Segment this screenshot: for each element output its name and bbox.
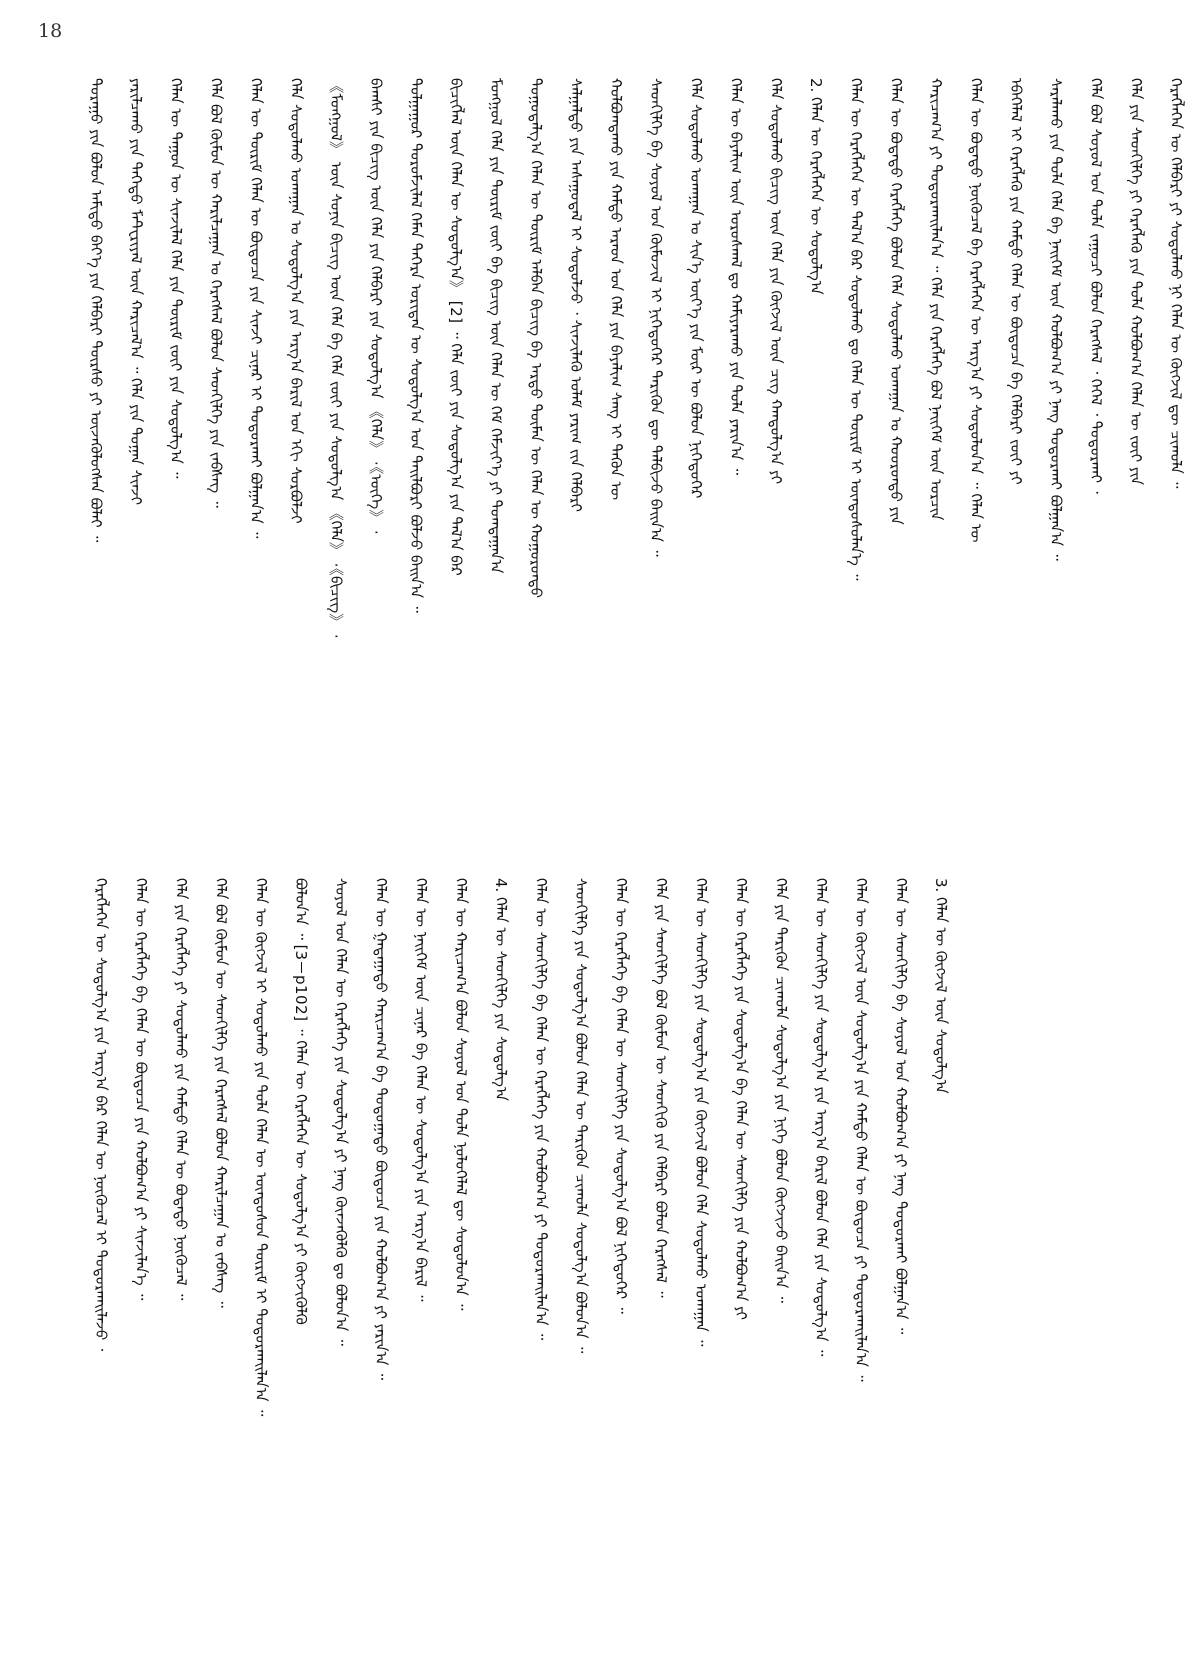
text-column: ᠬᠡᠯᠡᠨ ᠦ ᠬᠡᠷᠡᠭᠯᠡᠭᠡᠨ ᠦ ᠲᠠᠯ᠎ᠠ ᠪᠠᠷ ᠰᠤᠳᠤᠯᠬᠤ ᠳᠤ ᠬᠡᠯᠡᠨ ᠦ ᠳᠦᠷᠢᠮ ᠢ ᠦᠨᠳᠦᠰᠦᠯᠡᠨ᠎ᠡ ᠃ <box>847 78 865 581</box>
text-column: ᠪᠠᠭᠰᠢ ᠶᠢᠨ ᠪᠢᠴᠢᠭ ᠦᠨ ᠬᠡᠯᠡ ᠶᠢᠨ ᠬᠡᠯᠪᠡᠷᠢ ᠶᠢᠨ ᠰᠤᠳᠤᠯᠭ᠎ᠠ 《ᠬᠡᠯᠡ》 ·《ᠦᠭᠡ》 · <box>367 78 385 536</box>
text-column: ᠬᠡᠯᠡᠨ ᠦ ᠨᠡᠢᠭᠡᠮ ᠦᠨ ᠴᠢᠨᠠᠷ ᠪᠠ ᠬᠡᠯᠡᠨ ᠦ ᠰᠤᠳᠤᠯᠭ᠎ᠠ ᠶᠢᠨ ᠠᠷᠭ᠎ᠠ ᠪᠠᠷᠢᠯ ᠃ <box>412 878 430 1302</box>
text-column: ᠳᠤᠭᠤᠳᠠᠯᠭ᠎ᠠ ᠬᠡᠯᠡᠨ ᠦ ᠳᠦᠷᠢᠮ ᠠᠯᠪᠠᠨ ᠪᠢᠴᠢᠭ ᠪᠠ ᠠᠷᠳᠤ ᠲᠦᠮᠡᠨ ᠦ ᠬᠡᠯᠡᠨ ᠦ ᠬᠣᠭᠣᠷᠤᠨᠳᠤ <box>527 78 545 599</box>
text-column: ᠰᠡᠳᠬᠢᠯᠭᠡ ᠶᠢᠨ ᠰᠤᠳᠤᠯᠭ᠎ᠠ ᠪᠣᠯᠤᠨ ᠬᠡᠯᠡᠨ ᠦ ᠲᠡᠷᠢᠭᠦᠨ ᠴᠢᠬᠤᠯᠠ ᠰᠤᠳᠤᠯᠭ᠎ᠠ ᠪᠣᠯᠤᠨ᠎ᠠ ᠃ <box>572 878 590 1354</box>
bottom-text-block <box>85 878 965 1638</box>
text-column: ᠬᠡᠯᠡᠨ ᠦ ᠭᠠᠳᠠᠭᠠᠳᠤ ᠬᠠᠷᠢᠴᠠᠭ᠎ᠠ ᠪᠠ ᠳᠣᠲᠣᠭᠠᠳᠤ ᠪᠦᠲᠦᠴᠡ ᠶᠢᠨ ᠬᠣᠯᠪᠣᠭ᠎ᠠ ᠶᠢ ᠶᠠᠷᠢᠨ᠎ᠠ ᠃ <box>372 878 390 1381</box>
text-column: ᠰᠠᠷᠠᠯᠠᠬᠤ ᠶᠢᠨ ᠲᠤᠯᠠ ᠬᠡᠯᠡ ᠪᠠ ᠨᠡᠢᠭᠡᠮ ᠦᠨ ᠬᠣᠯᠪᠣᠭ᠎ᠠ ᠶᠢ ᠨᠡᠩ ᠲᠣᠳᠤᠷᠬᠠᠢ ᠪᠣᠯᠭᠠᠨ᠎ᠠ ᠃ <box>1047 78 1065 561</box>
text-column: ᠰᠠᠯᠭᠠᠯᠳᠤ ᠶᠢᠨ ᠠᠰᠠᠭᠤᠳᠠᠯ ᠢ ᠰᠤᠳᠤᠯᠵᠤ ᠂ ᠰᠢᠨᠵᠢᠯᠡᠬᠦ ᠤᠯᠠᠮ ᠶᠠᠷᠢᠭ ᠵᠢᠨ ᠬᠡᠯᠪᠡᠷᠢ <box>567 78 585 512</box>
text-column: ᠬᠡᠯᠡ ᠶᠢᠨ ᠰᠡᠳᠬᠢᠯᠭᠡ ᠪᠣᠯ ᠬᠦᠮᠦᠨ ᠦ ᠰᠡᠳᠬᠢᠬᠦ ᠶᠢᠨ ᠬᠡᠯᠪᠡᠷᠢ ᠪᠣᠯᠤᠨ ᠬᠡᠷᠡᠭᠰᠡᠯ ᠃ <box>652 878 670 1298</box>
text-column: ᠬᠡᠯᠡᠨ ᠦ ᠬᠡᠷᠡᠭᠯᠡᠭᠡ ᠶᠢᠨ ᠰᠤᠳᠤᠯᠭ᠎ᠠ ᠪᠠ ᠬᠡᠯᠡᠨ ᠦ ᠰᠡᠳᠬᠢᠯᠭᠡ ᠶᠢᠨ ᠬᠣᠯᠪᠣᠭ᠎ᠠ ᠶᠢ <box>732 878 750 1320</box>
text-column: ᠬᠡᠯᠡ ᠰᠤᠳᠤᠯᠬᠤ ᠪᠢᠴᠢᠭ ᠦᠨ ᠬᠡᠯᠡ ᠶᠢᠨ ᠬᠥᠭᠵᠢᠯ ᠦᠨ ᠴᠢᠭ ᠬᠠᠨᠳᠤᠯᠭ᠎ᠠ ᠶᠢ <box>767 78 785 484</box>
text-column: 4. ᠬᠡᠯᠡᠨ ᠦ ᠰᠡᠳᠬᠢᠯᠭᠡ ᠶᠢᠨ ᠰᠤᠳᠤᠯᠭ᠎ᠠ <box>492 878 510 1101</box>
text-column: ᠬᠡᠯᠡ ᠶᠢᠨ ᠰᠡᠳᠬᠢᠯᠭᠡ ᠶᠢ ᠬᠡᠷᠡᠭᠯᠡᠬᠦ ᠶᠢᠨ ᠲᠤᠯᠠ ᠬᠣᠯᠪᠣᠭ᠎ᠠ ᠬᠡᠯᠡᠨ ᠦ ᠵᠦᠢ ᠶᠢᠨ <box>1127 78 1145 486</box>
text-column: ᠬᠡᠯᠡ ᠪᠣᠯ ᠬᠦᠮᠦᠨ ᠦ ᠰᠡᠳᠬᠢᠯᠭᠡ ᠶᠢᠨ ᠬᠡᠷᠡᠭᠰᠡᠯ ᠪᠣᠯᠤᠨ ᠬᠠᠷᠢᠯᠴᠠᠭᠠᠨ ᠤ ᠵᠡᠪᠰᠡᠭ ᠃ <box>212 878 230 1308</box>
text-column: ᠬᠡᠯᠡᠨ ᠦ ᠬᠡᠷᠡᠭᠯᠡᠭᠡ ᠪᠠ ᠬᠡᠯᠡᠨ ᠦ ᠰᠡᠳᠬᠢᠯᠭᠡ ᠶᠢᠨ ᠰᠤᠳᠤᠯᠭ᠎ᠠ ᠪᠣᠯ ᠨᠢᠭᠡᠳᠦᠭᠡᠷ ᠃ <box>612 878 630 1314</box>
text-column: ᠬᠡᠯᠡ ᠪᠣᠯ ᠰᠣᠶᠣᠯ ᠤᠨ ᠲᠤᠯᠠ ᠵᠠᠭᠤᠴᠢ ᠪᠣᠯᠤᠨ ᠬᠡᠷᠡᠭᠰᠡᠯ ᠂ ᠭᠡᠭᠡᠯ ᠂ ᠲᠣᠳᠤᠷᠬᠠᠢ ᠂ <box>1087 78 1105 494</box>
text-column: ᠪᠢᠴᠢᠭᠯᠡᠯ ᠦᠨ ᠬᠡᠯᠡᠨ ᠦ ᠰᠤᠳᠤᠯᠭ᠎ᠠ》 [2] ᠃ ᠬᠡᠯᠡ ᠵᠦᠢ ᠶᠢᠨ ᠰᠤᠳᠤᠯᠭ᠎ᠠ ᠶᠢᠨ ᠲᠠᠯ᠎ᠠ ᠪᠠᠷ <box>447 78 465 576</box>
text-column: ᠬᠡᠯᠡᠨ ᠦ ᠳᠠᠭᠤᠨ ᠦ ᠰᠢᠨᠵᠢᠯᠡᠯ ᠬᠡᠯᠡ ᠶᠢᠨ ᠳᠦᠷᠢᠮ ᠵᠦᠢ ᠶᠢᠨ ᠰᠤᠳᠤᠯᠭ᠎ᠠ ᠃ <box>167 78 185 479</box>
text-column: ᠬᠣᠯᠪᠣᠭᠳᠠᠬᠤ ᠶᠢᠨ ᠬᠠᠮᠲᠤ ᠠᠷᠠᠳ ᠤᠨ ᠬᠡᠯᠡ ᠶᠢᠨ ᠪᠠᠶᠠᠯᠢᠭ ᠰᠠᠩ ᠢ ᠲᠡᠭᠦᠨ ᠦ <box>607 78 625 501</box>
page-number: 18 <box>38 20 63 42</box>
text-column: ᠲᠤᠯᠭᠠᠭᠤᠷ ᠳᠣᠷᠤᠮᠵᠢᠯᠠᠯ ᠬᠡᠮᠡᠨ ᠳᠡᠭᠡᠷᠡ ᠤᠷᠢᠳᠠᠨ ᠦ ᠰᠤᠳᠤᠯᠭ᠎ᠠ ᠤᠨ ᠲᠠᠢᠯᠪᠤᠷᠢ ᠪᠣᠯᠵᠤ ᠪᠠᠢᠨ᠎ᠠ ᠃ <box>407 78 425 613</box>
text-column: ᠬᠡᠯᠡᠨ ᠦ ᠳᠦᠷᠢᠮ ᠬᠡᠯᠡᠨ ᠦ ᠪᠦᠲᠦᠴᠡ ᠶᠢᠨ ᠰᠢᠨᠵᠢ ᠴᠢᠨᠠᠷ ᠢ ᠲᠣᠳᠤᠷᠬᠠᠢ ᠪᠣᠯᠭᠠᠨ᠎ᠠ ᠃ <box>247 78 265 539</box>
text-column: ᠬᠡᠯᠡ ᠰᠤᠳᠤᠯᠬᠤ ᠤᠬᠠᠭᠠᠨ ᠤ ᠰᠢᠨ᠎ᠡ ᠦᠶ᠎ᠡ ᠶᠢᠨ ᠮᠥᠷ ᠦ ᠪᠣᠯᠤᠨ ᠨᠢᠭᠡᠳᠦᠭᠡᠷ <box>687 78 705 499</box>
text-column: ᠬᠡᠯᠡᠨ ᠦ ᠬᠡᠷᠡᠭᠯᠡᠭᠡ ᠪᠠ ᠬᠡᠯᠡᠨ ᠦ ᠪᠦᠲᠦᠴᠡ ᠶᠢᠨ ᠬᠣᠯᠪᠣᠭ᠎ᠠ ᠶᠢ ᠰᠢᠨᠵᠢᠯᠡᠨ᠎ᠡ ᠃ <box>132 878 150 1301</box>
text-column: ᠬᠠᠷᠢᠴᠠᠭ᠎ᠠ ᠶᠢ ᠲᠣᠳᠤᠷᠬᠠᠢᠯᠠᠨ᠎ᠠ ᠃ ᠬᠡᠯᠡ ᠶᠢᠨ ᠬᠡᠷᠡᠭᠯᠡᠭᠡ ᠪᠣᠯ ᠨᠡᠢᠭᠡᠮ ᠦᠨ ᠣᠷᠴᠢᠨ <box>927 78 945 521</box>
text-column: 2. ᠬᠡᠯᠡᠨ ᠦ ᠬᠡᠷᠡᠭᠯᠡᠭᠡᠨ ᠦ ᠰᠤᠳᠤᠯᠭ᠎ᠠ <box>807 78 825 295</box>
text-column: ᠬᠡᠯᠡᠨ ᠦ ᠪᠣᠳᠠᠲᠤ ᠨᠥᠬᠦᠴᠡᠯ ᠪᠠ ᠬᠡᠷᠡᠭᠯᠡᠭᠡᠨ ᠦ ᠠᠷᠭ᠎ᠠ ᠶᠢ ᠰᠤᠳᠤᠯᠤᠨ᠎ᠠ ᠃ ᠬᠡᠯᠡᠨ ᠦ <box>967 78 985 543</box>
text-column: ᠬᠡᠷᠡᠭᠯᠡᠭᠡᠨ ᠦ ᠰᠤᠳᠤᠯᠭ᠎ᠠ ᠶᠢᠨ ᠠᠷᠭ᠎ᠠ ᠪᠠᠷ ᠬᠡᠯᠡᠨ ᠦ ᠨᠥᠬᠦᠴᠡᠯ ᠢ ᠲᠣᠳᠤᠷᠬᠠᠢᠯᠠᠵᠤ ᠂ <box>92 878 110 1352</box>
text-column: ᠬᠡᠯᠡᠨ ᠦ ᠬᠥᠭᠵᠢᠯ ᠦᠨ ᠰᠤᠳᠤᠯᠭ᠎ᠠ ᠶᠢᠨ ᠬᠠᠮᠲᠤ ᠬᠡᠯᠡᠨ ᠦ ᠪᠦᠲᠦᠴᠡ ᠶᠢ ᠲᠣᠳᠤᠷᠬᠠᠢᠯᠠᠨ᠎ᠠ ᠃ <box>852 878 870 1382</box>
text-column: ᠬᠡᠯᠡᠨ ᠦ ᠪᠣᠳᠠᠲᠤ ᠬᠡᠷᠡᠭᠯᠡᠭᠡ ᠪᠣᠯᠤᠨ ᠬᠡᠯᠡ ᠰᠤᠳᠤᠯᠬᠤ ᠤᠬᠠᠭᠠᠨ ᠤ ᠬᠣᠣᠷᠣᠨᠳᠤ ᠶᠢᠨ <box>887 78 905 525</box>
text-column: ᠬᠡᠯᠡᠨ ᠦ ᠬᠥᠭᠵᠢᠯ ᠢ ᠰᠤᠳᠤᠯᠬᠤ ᠶᠢᠨ ᠲᠤᠯᠠ ᠬᠡᠯᠡᠨ ᠦ ᠦᠨᠳᠦᠰᠦᠨ ᠳᠦᠷᠢᠮ ᠢ ᠲᠣᠳᠤᠷᠬᠠᠢᠯᠠᠨ᠎ᠠ ᠃ <box>252 878 270 1417</box>
text-column: ᠰᠡᠳᠬᠢᠯᠭᠡ ᠪᠠ ᠰᠤᠶᠤᠯ ᠤᠨ ᠬᠦᠮᠦᠵᠢᠯ ᠢ ᠨᠢᠭᠡᠳᠦᠭᠡᠷ ᠲᠡᠷᠢᠭᠦᠨ ᠳᠦ ᠲᠠᠯᠪᠢᠵᠤ ᠪᠠᠢᠨ᠎ᠠ ᠃ <box>647 78 665 557</box>
text-column: ᠬᠡᠯᠡᠨ ᠦ ᠬᠠᠷᠢᠴᠠᠭ᠎ᠠ ᠪᠣᠯᠤᠨ ᠰᠣᠶᠣᠯ ᠤᠨ ᠲᠤᠯᠠ ᠨᠣᠯᠣᠭᠡᠯᠡᠯ ᠳᠦ ᠰᠤᠳᠤᠯᠤᠨ᠎ᠠ ᠃ <box>452 878 470 1311</box>
text-column: ᠬᠡᠯᠡᠨ ᠦ ᠰᠡᠳᠬᠢᠯᠭᠡ ᠪᠠ ᠰᠣᠶᠣᠯ ᠤᠨ ᠬᠣᠯᠪᠣᠭ᠎ᠠ ᠶᠢ ᠨᠡᠩ ᠲᠣᠳᠤᠷᠬᠠᠢ ᠪᠣᠯᠭᠠᠨ᠎ᠠ ᠃ <box>892 878 910 1335</box>
text-column: ᠪᠣᠯᠤᠨ᠎ᠠ ᠃ [3－p102] ᠃ ᠬᠡᠯᠡᠨ ᠦ ᠬᠡᠷᠡᠭᠯᠡᠭᠡᠨ ᠦ ᠰᠤᠳᠤᠯᠭ᠎ᠠ ᠶᠢ ᠬᠦᠭᠵᠢᠭᠦᠯᠬᠦ <box>292 878 310 1325</box>
top-text-block <box>80 78 1200 836</box>
text-column: ᠬᠡᠯᠡ ᠶᠢᠨ ᠬᠡᠷᠡᠭᠯᠡᠭᠡ ᠶᠢ ᠰᠤᠳᠤᠯᠬᠤ ᠶᠢᠨ ᠬᠠᠮᠲᠤ ᠬᠡᠯᠡᠨ ᠦ ᠪᠣᠳᠠᠲᠤ ᠨᠥᠬᠦᠴᠡᠯ ᠃ <box>172 878 190 1301</box>
text-column: 3. ᠬᠡᠯᠡᠨ ᠦ ᠬᠥᠭᠵᠢᠯ ᠦᠨ ᠰᠤᠳᠤᠯᠭ᠎ᠠ <box>932 878 950 1094</box>
text-column: ᠬᠡᠷᠡᠭᠯᠡᠭᠡᠨ ᠦ ᠬᠡᠯᠪᠡᠷᠢ ᠶᠢ ᠰᠤᠳᠤᠯᠬᠤ ᠨᠢ ᠬᠡᠯᠡᠨ ᠦ ᠬᠥᠭᠵᠢᠯ ᠳᠦ ᠴᠢᠬᠤᠯᠠ ᠃ <box>1167 78 1185 489</box>
text-column: ᠬᠡᠯᠡᠨ ᠦ ᠰᠡᠳᠬᠢᠯᠭᠡ ᠶᠢᠨ ᠰᠤᠳᠤᠯᠭ᠎ᠠ ᠶᠢᠨ ᠬᠥᠭᠵᠢᠯ ᠪᠣᠯᠤᠨ ᠬᠡᠯᠡ ᠰᠤᠳᠤᠯᠬᠤ ᠤᠬᠠᠭᠠᠨ ᠃ <box>692 878 710 1347</box>
text-column: ᠬᠡᠯᠡᠨ ᠦ ᠰᠡᠳᠬᠢᠯᠭᠡ ᠪᠠ ᠬᠡᠯᠡᠨ ᠦ ᠬᠡᠷᠡᠭᠯᠡᠭᠡ ᠶᠢᠨ ᠬᠣᠯᠪᠣᠭ᠎ᠠ ᠶᠢ ᠲᠣᠳᠤᠷᠬᠠᠢᠯᠠᠨ᠎ᠠ ᠃ <box>532 878 550 1341</box>
text-column: ᠬᠡᠯᠡᠨ ᠦ ᠪᠠᠶᠠᠯᠢᠭ ᠦᠨ ᠤᠷᠤᠰᠬᠠᠯ ᠳᠤ ᠬᠠᠮᠢᠶᠠᠷᠠᠬᠤ ᠶᠢᠨ ᠲᠤᠯᠠ ᠶᠠᠷᠢᠨ᠎ᠠ ᠃ <box>727 78 745 476</box>
text-column: ᠶᠠᠷᠢᠯᠴᠠᠬᠤ ᠶᠢᠨ ᠳᠡᠭᠡᠳᠦ ᠮᠠᠲ᠋ᠧᠷᠢᠶᠠᠯ ᠦᠨ ᠬᠠᠷᠢᠴᠠᠯ᠎ᠠ ᠃ ᠬᠡᠯᠡ ᠶᠢᠨ ᠲᠣᠭᠠᠨ ᠰᠢᠨᠵᠢ <box>127 78 145 506</box>
text-column: ᠬᠡᠯᠡᠨ ᠦ ᠰᠡᠳᠬᠢᠯᠭᠡ ᠶᠢᠨ ᠰᠤᠳᠤᠯᠭ᠎ᠠ ᠶᠢᠨ ᠠᠷᠭ᠎ᠠ ᠪᠠᠷᠢᠯ ᠪᠣᠯᠤᠨ ᠬᠡᠯᠡ ᠶᠢᠨ ᠰᠤᠳᠤᠯᠭ᠎ᠠ ᠃ <box>812 878 830 1357</box>
text-column: ᠰᠣᠶᠣᠯ ᠤᠨ ᠬᠡᠯᠡᠨ ᠦ ᠬᠡᠷᠡᠭᠯᠡᠭᠡ ᠶᠢᠨ ᠰᠤᠳᠤᠯᠭ᠎ᠠ ᠶᠢ ᠨᠡᠩ ᠭᠦᠨᠵᠡᠭᠦᠯᠬᠦ ᠳᠤ ᠪᠣᠯᠤᠨ᠎ᠠ ᠃ <box>332 878 350 1346</box>
text-column: ᠬᠡᠯᠡ ᠪᠣᠯ ᠬᠦᠮᠦᠨ ᠦ ᠬᠠᠷᠢᠯᠴᠠᠭᠠᠨ ᠤ ᠬᠡᠷᠡᠭᠰᠡᠯ ᠪᠣᠯᠣᠨ ᠰᠡᠳᠬᠢᠯᠭᠡ ᠶᠢᠨ ᠵᠡᠪᠰᠡᠭ ᠃ <box>207 78 225 508</box>
text-column: ᠬᠡᠯᠡ ᠰᠤᠳᠤᠯᠬᠤ ᠤᠬᠠᠭᠠᠨ ᠤ ᠰᠤᠳᠤᠯᠭ᠎ᠠ ᠶᠢᠨ ᠠᠷᠭ᠎ᠠ ᠪᠠᠷᠢᠯ ᠤᠨ ᠡᠬᠢ ᠰᠤᠷᠪᠤᠯᠵᠢ <box>287 78 305 524</box>
text-column: ᠮᠣᠩᠭᠣᠯ ᠬᠡᠯᠡ ᠶᠢᠨ ᠳᠦᠷᠢᠮ ᠵᠦᠢ ᠪᠠ ᠪᠢᠴᠢᠭ ᠦᠨ ᠬᠡᠯᠡᠨ ᠦ ᠬᠡᠮ ᠬᠡᠮᠵᠢᠶ᠎ᠡ ᠶᠢ ᠲᠣᠭᠲᠠᠭᠠᠨ᠎ᠠ <box>487 78 505 574</box>
text-column: ᠬᠡᠯᠡ ᠶᠢᠨ ᠲᠡᠷᠢᠭᠦᠨ ᠴᠢᠬᠤᠯᠠ ᠰᠤᠳᠤᠯᠭ᠎ᠠ ᠶᠢᠨ ᠨᠢᠭᠡ ᠪᠣᠯᠤᠨ ᠬᠥᠭᠵᠢᠵᠦ ᠪᠠᠢᠨ᠎ᠠ ᠃ <box>772 878 790 1303</box>
text-column: ᠡᠪᠡᠭᠡᠯᠡᠯ ᠢ ᠬᠡᠷᠡᠭᠯᠡᠬᠦ ᠶᠢᠨ ᠬᠠᠮᠲᠤ ᠬᠡᠯᠡᠨ ᠦ ᠪᠦᠲᠦᠴᠡ ᠪᠠ ᠬᠡᠯᠪᠡᠷᠢ ᠵᠦᠢ ᠶᠢ <box>1007 78 1025 485</box>
text-column: 《ᠮᠣᠩᠭᠣᠯ》 ᠦᠨ ᠰᠣᠨᠢᠨ ᠪᠢᠴᠢᠭ ᠦᠨ ᠬᠡᠯᠡ ᠪᠠ ᠬᠡᠯᠡ ᠵᠦᠢ ᠶᠢᠨ ᠰᠤᠳᠤᠯᠭ᠎ᠠ 《ᠬᠡᠯᠡ》 ·《ᠪᠢᠴᠢᠭ》 · <box>327 78 345 640</box>
text-column: ᠳᠤᠷᠠᠭᠤ ᠶᠢᠨ ᠪᠣᠯᠤᠨ ᠠᠮᠢᠳᠤ ᠪᠡᠶ᠎ᠡ ᠶᠢᠨ ᠬᠡᠯᠪᠡᠷᠢ ᠳᠦᠷᠰᠦ ᠶᠢ ᠦᠵᠡᠭᠦᠯᠦᠭᠰᠡᠨ ᠪᠣᠯᠠᠢ ᠃ <box>87 78 105 543</box>
